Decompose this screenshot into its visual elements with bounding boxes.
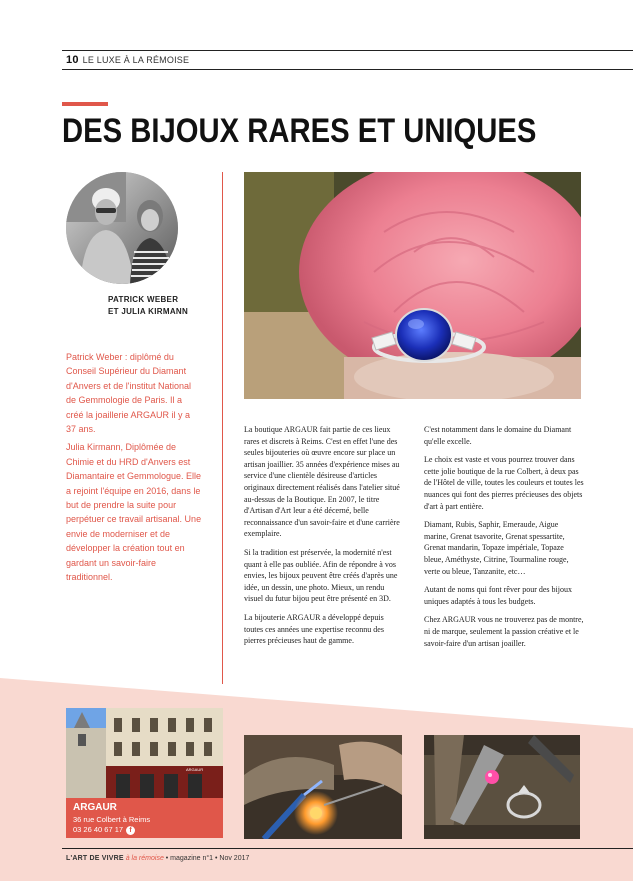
facebook-icon[interactable]: f — [126, 826, 135, 835]
header-rule-top — [62, 50, 633, 51]
storefront-sign: ARGAUR — [186, 767, 204, 772]
portrait-caption — [108, 294, 188, 318]
store-phone-row — [73, 825, 135, 835]
bio-sidebar — [66, 350, 202, 589]
store-name: ARGAUR — [73, 802, 117, 813]
section-name: LE LUXE À LA RÉMOISE — [82, 55, 190, 65]
bio-paragraph: Julia Kirmann, Diplômée de Chimie et du HRD d'Anvers est Diamantaire et Gemmologue. Elle a rejoint l'équipe en 2016, dans le but de prendre la suite pour perpétuer ce travail artisanal. Une envie de moderniser et de développer la création tout en gardant un savoir-faire traditionnel. — [66, 442, 202, 583]
page-footer — [66, 855, 249, 862]
workbench-ring-photo — [424, 735, 580, 839]
article-paragraph: La boutique ARGAUR fait partie de ces lieux rares et discrets à Reims. C'est en effet l'une des seules bijouteries où œuvre encore sur place un artisan joaillier. 35 années d'expérience mises au service d'une clientèle désireuse d'articles originaux directement réalisés dans l'atelier situé au-dessus de la Boutique. En 2007, le titre d'Artisan d'Art leur a été décerné, belle reconnaissance d'un savoir-faire et d'une carrière exemplaire. — [244, 425, 400, 539]
hero-rose-ring-photo — [244, 172, 581, 399]
store-photo-card — [66, 708, 223, 838]
article-paragraph: Autant de noms qui font rêver pour des bijoux uniques adaptés à tous les budgets. — [424, 585, 572, 606]
footer-brand: L'ART DE VIVRE — [66, 855, 124, 862]
article-paragraph: Le choix est vaste et vous pourrez trouver dans cette jolie boutique de la rue Colbert, à deux pas de l'Hôtel de ville, toutes les couleurs et toutes les nuances qui font des pierres précieuses des objets d'art à part entière. — [424, 455, 584, 511]
footer-rule — [62, 848, 633, 849]
caption-line-1: PATRICK WEBER — [108, 295, 179, 304]
footer-brand-suffix: à la rémoise — [125, 855, 164, 862]
title-accent-bar — [62, 102, 108, 106]
article-paragraph: Diamant, Rubis, Saphir, Emeraude, Aigue marine, Grenat tsavorite, Grenat spessartite, Grenat mandarin, Topaze impériale, Topaze bleue, Améthyste, Citrine, Tourmaline rouge, verte ou bleue, Tanzanite, etc… — [424, 520, 569, 576]
article-paragraph: Si la tradition est préservée, la modernité n'est quant à elle pas oubliée. Afin de répondre à vos envies, les bijoux peuvent être créés d'après une idée, un dessin, une photo. Mieux, un rendu visuel du futur bijou peut être présenté en 3D. — [244, 547, 398, 604]
article-paragraph: C'est notamment dans le domaine du Diamant qu'elle excelle. — [424, 425, 572, 446]
portrait-photo — [66, 172, 178, 284]
article-title: DES BIJOUX RARES ET UNIQUES — [62, 112, 537, 150]
article-column-1 — [244, 424, 404, 654]
page-header — [66, 54, 189, 66]
page-number: 10 — [66, 54, 79, 66]
store-street-photo — [66, 708, 223, 798]
article-column-2 — [424, 424, 584, 656]
store-info-label — [66, 798, 223, 838]
header-rule-bottom — [62, 69, 633, 70]
jeweler-torch-photo — [244, 735, 402, 839]
store-address: 36 rue Colbert à Reims — [73, 815, 151, 824]
bio-paragraph: Patrick Weber : diplômé du Conseil Supérieur du Diamant d'Anvers et de l'institut National de Gemmologie de Paris. Il a créé la joaillerie ARGAUR il y a 37 ans. — [66, 352, 192, 435]
caption-line-2: ET JULIA KIRMANN — [108, 307, 189, 316]
article-paragraph: Chez ARGAUR vous ne trouverez pas de montre, ni de marque, seulement la passion créative et le savoir-faire d'un artisan joailler. — [424, 615, 584, 648]
article-paragraph: La bijouterie ARGAUR a développé depuis toutes ces années une expertise reconnu des pierres précieuses haut de gamme. — [244, 612, 384, 646]
store-phone: 03 26 40 67 17 — [73, 825, 124, 834]
footer-issue: • magazine n°1 • Nov 2017 — [163, 855, 250, 862]
column-divider — [222, 172, 223, 684]
